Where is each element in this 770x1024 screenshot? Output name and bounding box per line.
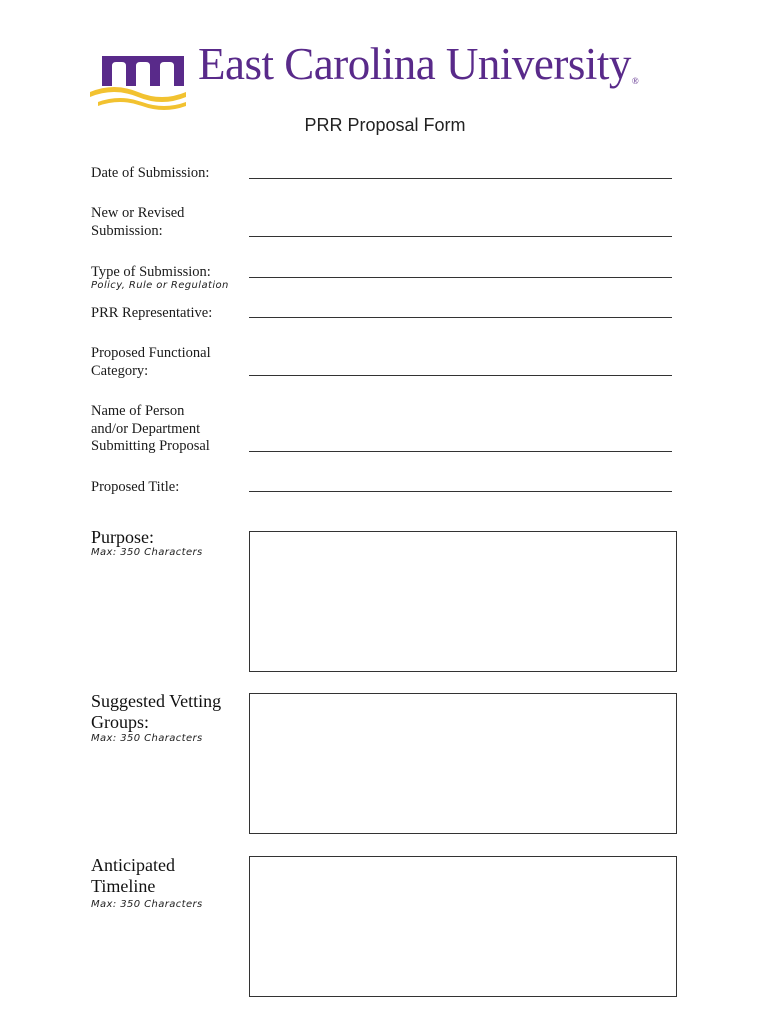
submitter-label-line3: Submitting Proposal xyxy=(91,438,210,454)
submitter-field[interactable] xyxy=(249,451,672,452)
timeline-textarea[interactable] xyxy=(249,856,677,997)
prr-representative-field[interactable] xyxy=(249,317,672,318)
vetting-groups-textarea[interactable] xyxy=(249,693,677,834)
submitter-label-line1: Name of Person xyxy=(91,403,185,419)
new-or-revised-label-line1: New or Revised xyxy=(91,205,185,221)
type-of-submission-field[interactable] xyxy=(249,277,672,278)
ecu-logo-mark-icon xyxy=(88,42,188,110)
type-of-submission-label: Type of Submission: xyxy=(91,264,211,280)
functional-category-label-line2: Category: xyxy=(91,363,149,379)
timeline-hint: Max: 350 Characters xyxy=(91,899,203,910)
prr-representative-label: PRR Representative: xyxy=(91,305,213,321)
timeline-label-line1: Anticipated xyxy=(91,855,175,875)
vetting-groups-label-line2: Groups: xyxy=(91,712,149,732)
functional-category-label-line1: Proposed Functional xyxy=(91,345,211,361)
new-or-revised-field[interactable] xyxy=(249,236,672,237)
purpose-textarea[interactable] xyxy=(249,531,677,672)
timeline-label-line2: Timeline xyxy=(91,876,156,896)
functional-category-field[interactable] xyxy=(249,375,672,376)
form-title: PRR Proposal Form xyxy=(304,115,466,135)
university-name: East Carolina University® xyxy=(198,39,639,89)
submitter-label-line2: and/or Department xyxy=(91,421,201,437)
date-of-submission-label: Date of Submission: xyxy=(91,165,210,181)
type-of-submission-hint: Policy, Rule or Regulation xyxy=(91,280,229,291)
date-of-submission-field[interactable] xyxy=(249,178,672,179)
university-logo xyxy=(88,39,698,112)
purpose-label: Purpose: xyxy=(91,527,154,547)
vetting-groups-hint: Max: 350 Characters xyxy=(91,733,203,744)
purpose-hint: Max: 350 Characters xyxy=(91,547,203,558)
new-or-revised-label-line2: Submission: xyxy=(91,223,163,239)
vetting-groups-label-line1: Suggested Vetting xyxy=(91,691,222,711)
proposed-title-label: Proposed Title: xyxy=(91,479,180,495)
proposed-title-field[interactable] xyxy=(249,491,672,492)
